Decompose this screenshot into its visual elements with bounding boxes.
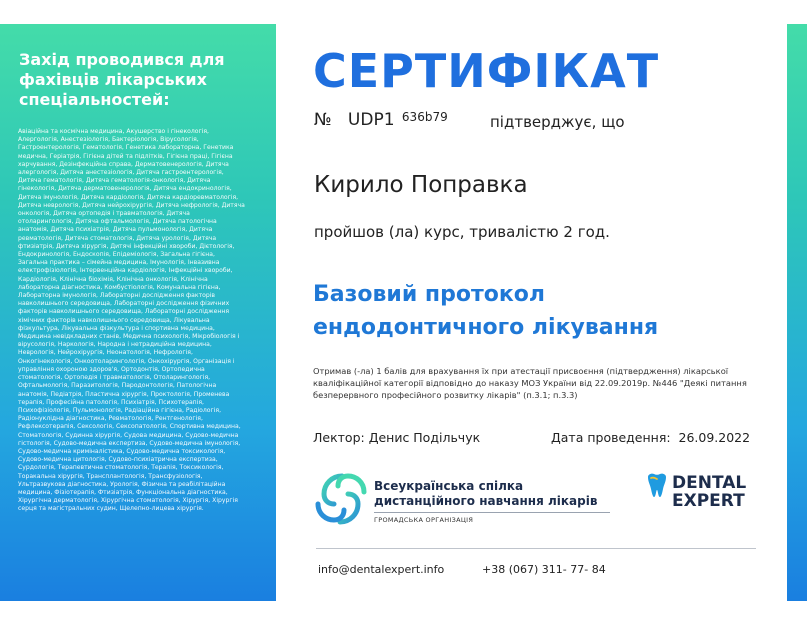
dental-expert-logo [672, 474, 746, 510]
footer-divider [316, 548, 756, 549]
date-label: Дата проведення: [551, 430, 671, 445]
specialties-sidebar [0, 24, 276, 601]
interlocking-rings-icon [312, 470, 370, 528]
sidebar-title: Захід проводився для фахівців лікарських спеціальностей: [19, 50, 225, 109]
organization-subtitle: ГРОМАДСЬКА ОРГАНІЗАЦІЯ [374, 516, 474, 524]
course-title: Базовий протокол ендодонтичного лікування [313, 282, 659, 340]
date-value: 26.09.2022 [678, 430, 751, 445]
number-prefix: № [314, 110, 332, 130]
confirms-text: підтверджує, що [490, 113, 625, 131]
number-code: 636b79 [401, 110, 448, 124]
certificate-number [314, 110, 448, 130]
dental-line1: DENTAL [672, 473, 747, 493]
participant-name: Кирило Поправка [314, 172, 528, 198]
organization-name: Всеукраїнська спілка дистанційного навчання лікарів [374, 479, 598, 508]
contact-email[interactable]: info@dentalexpert.info [318, 563, 445, 576]
specialties-list: Авіаційна та космічна медицина, Акушерство і гінекологія, Алергологія, Анестезіологія, Бактеріологія, Вірусологія, Гастроентерологія, Гематологія, Генетика лабораторна, Генетика медична, Геріатрія, Гігієна дітей та підлітків, Гігієна праці, Гігієна харчування, Дезінфекційна справа, Дерматовенерологія, Дитяча алергологія, Дитяча анестезіологія, Дитяча гастроентерологія, Дитяча гематологія, Дитяча гематологія-онкологія, Дитяча гінекологія, Дитяча дерматовенерологія, Дитяча ендокринологія, Дитяча імунологія, Дитяча кардіологія, Дитяча кардіоревматологія, Дитяча неврологія, Дитяча нейрохірургія, Дитяча нефрологія, Дитяча онкологія, Дитяча ортопедія і травматологія, Дитяча отоларингологія, Дитяча офтальмологія, Дитяча патологічна анатомія, Дитяча психіатрія, Дитяча пульмонологія, Дитяча ревматологія, Дитяча стоматологія, Дитяча урологія, Дитяча фтизіатрія, Дитяча хірургія, Дитячі інфекційні хвороби, Дієтологія, Ендокринологія, Ендоскопія, Епідеміологія, Загальна гігієна, Загальна практика – сімейна медицина, Імунологія, Інвазивна електрофізіологія, Інтервенційна кардіологія, Інфекційні хвороби, Кардіологія, Клінічна біохімія, Клінічна онкологія, Клінічна лабораторна діагностика, Комбустіологія, Комунальна гігієна, Лабораторна імунологія, Лабораторні дослідження факторів навколишнього середовища, Лабораторні дослідження фізичних факторів навколишнього середовища, Лабораторні дослідження хімічних факторів навколишнього середовища, Лікувальна фізкультура, Лікувальна фізкультура і спортивна медицина, Медицина невідкладних станів, Медична психологія, Мікробіологія і вірусологія, Наркологія, Народна і нетрадиційна медицина, Неврологія, Нейрохірургія, Неонатологія, Нефрологія, Онкогінекологія, Онкоотоларингологія, Онкохірургія, Організація і управління охороною здоров'я, Ортодонтія, Ортопедична стоматологія, Ортопедія і травматологія, Отоларингологія, Офтальмологія, Паразитологія, Пародонтологія, Патологічна анатомія, Педіатрія, Пластична хірургія, Проктологія, Променева терапія, Професійна патологія, Психіатрія, Психотерапія, Психофізіологія, Пульмонологія, Радіаційна гігієна, Радіологія, Радіонуклідна діагностика, Ревматологія, Рентгенологія, Рефлексотерапія, Сексологія, Сексопатологія, Спортивна медицина, Стоматологія, Судинна хірургія, Судова медицина, Судово-медична гістологія, Судово-медична експертиза, Судово-медична імунологія, Судово-медична криміналістика, Судово-медична токсикологія, Судово-медична цитологія, Судово-психіатрична експертиза, Сурдологія, Терапевтична стоматологія, Терапія, Токсикологія, Торакальна хірургія, Трансплантологія, Трансфузіологія, Ультразвукова діагностика, Урологія, Фізична та реабілітаційна медицина, Фізіотерапія, Фтизіатрія, Функціональна діагностика, Хірургічна дерматологія, Хірургічна стоматологія, Хірургія, Хірургія серця та магістральних судин, Щелепно-лицева хірургія. [18, 128, 245, 513]
certificate-title: СЕРТИФІКАТ [313, 44, 660, 98]
event-date [551, 430, 750, 445]
course-line: пройшов (ла) курс, тривалістю 2 год. [314, 223, 610, 241]
tooth-icon [645, 473, 669, 499]
lecturer: Лектор: Денис Подільчук [313, 430, 481, 445]
dental-line2: EXPERT [672, 491, 745, 511]
accreditation-note: Отримав (-ла) 1 балів для врахування їх при атестації присвоєння (підтвердження) лікарської кваліфікаційної категорії відповідно до наказу МОЗ України від 22.09.2019р. №446 "Деякі питання безперервного професійного розвитку лікарів" (п.3.1; п.3.3) [313, 366, 747, 400]
contact-phone[interactable]: +38 (067) 311- 77- 84 [482, 563, 606, 576]
number-value: UDP1 [347, 110, 395, 130]
right-decorative-strip [787, 24, 807, 601]
organization-divider [374, 512, 610, 513]
